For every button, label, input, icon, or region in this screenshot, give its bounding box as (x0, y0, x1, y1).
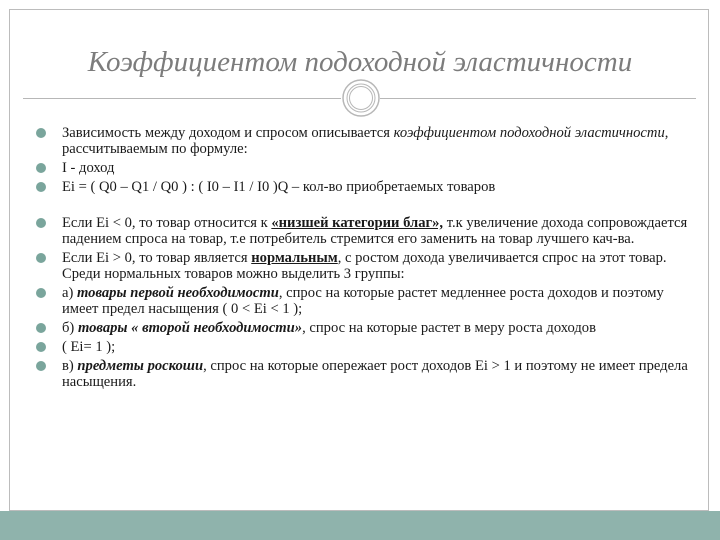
item-text: Зависимость между доходом и спросом описывается (62, 125, 394, 141)
item-text: т.к увеличение дохода сопровождается падением спроса на товар, т.е потребитель стремится его заменить на товар лучшего кач-ва. (62, 215, 688, 247)
bullet-dot-icon (36, 182, 46, 192)
title-divider-left (23, 98, 341, 99)
item-bold-text: нормальным (251, 250, 338, 266)
bottom-accent-bar (0, 511, 720, 540)
list-item (32, 320, 692, 336)
item-text: в) (62, 358, 78, 374)
item-text: б) (62, 320, 78, 336)
item-text: Ei = ( Q0 – Q1 / Q0 ) : ( I0 – I1 / I0 )Q – кол-во приобретаемых товаров (62, 179, 496, 195)
item-text: , спрос на которые опережает рост доходов Ei > 1 и поэтому не имеет предела насыщения. (62, 358, 688, 390)
content-list (32, 125, 692, 393)
bullet-dot-icon (36, 218, 46, 228)
item-italic-text: коэффициентом подоходной эластичности (393, 125, 665, 141)
item-bold-italic-text: предметы роскоши (77, 358, 204, 374)
list-item (32, 215, 692, 247)
item-text: Если Ei > 0, то товар является (62, 250, 252, 266)
item-bold-italic-text: товары « второй необходимости» (77, 320, 303, 336)
bullet-dot-icon (36, 288, 46, 298)
item-text: Если Ei < 0, то товар относится к (62, 215, 272, 231)
bullet-dot-icon (36, 361, 46, 371)
circle-ornament-icon (341, 78, 381, 118)
bullet-dot-icon (36, 323, 46, 333)
list-item (32, 358, 692, 390)
list-item (32, 160, 692, 176)
item-text: , с ростом дохода увеличивается спрос на этот товар. Среди нормальных товаров можно выделить 3 группы: (62, 250, 667, 282)
item-text: , спрос на которые растет в меру роста доходов (302, 320, 596, 336)
item-text: , спрос на которые растет медленнее роста доходов и поэтому имеет предел насыщения ( 0 < Ei < 1 ); (62, 285, 664, 317)
title-divider-right (380, 98, 696, 99)
item-text: а) (62, 285, 77, 301)
bullet-dot-icon (36, 342, 46, 352)
item-bold-italic-text: товары первой необходимости (77, 285, 279, 301)
bullet-dot-icon (36, 163, 46, 173)
list-item (32, 339, 692, 355)
bullet-dot-icon (36, 128, 46, 138)
list-item (32, 125, 692, 157)
item-text: ( Ei= 1 ); (62, 339, 116, 355)
bullet-dot-icon (36, 253, 46, 263)
slide (9, 9, 709, 511)
list-item (32, 250, 692, 282)
list-item (32, 179, 692, 195)
item-bold-text: «низшей категории благ», (271, 215, 444, 231)
item-text: I - доход (62, 160, 115, 176)
slide-title: Коэффициентом подоходной эластичности (87, 46, 633, 78)
list-item (32, 285, 692, 317)
item-text: , рассчитываемым по формуле: (62, 125, 669, 157)
